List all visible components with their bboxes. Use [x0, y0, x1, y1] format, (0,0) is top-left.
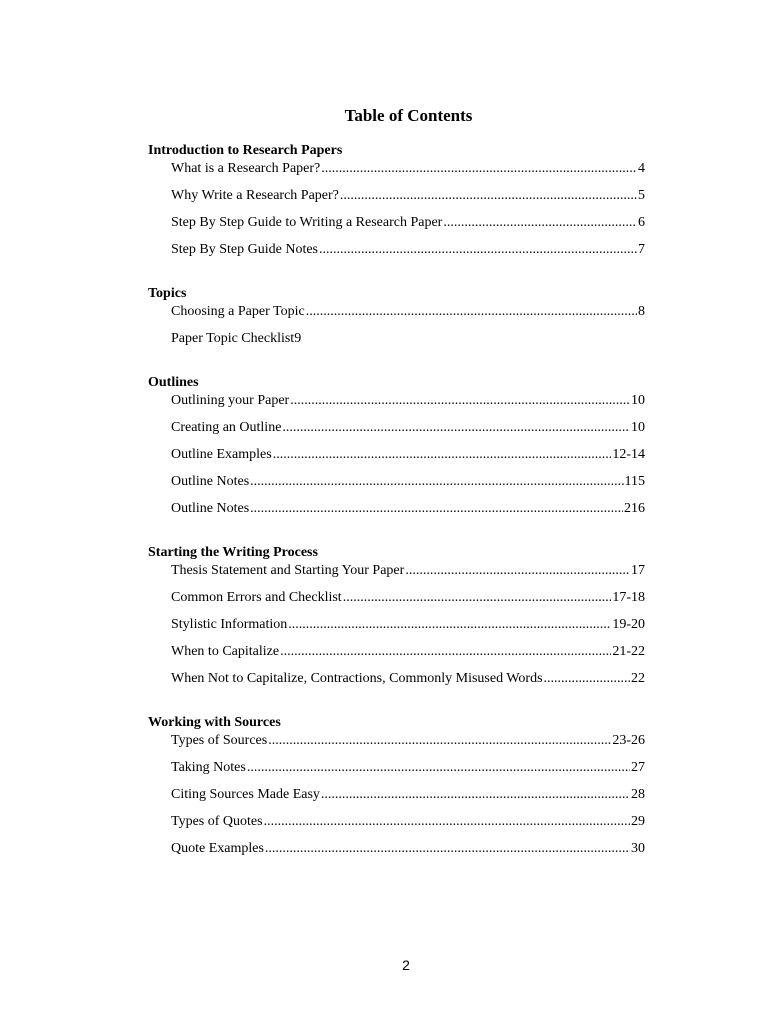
entry-label: What is a Research Paper? [171, 161, 321, 176]
toc-entry [148, 786, 645, 813]
toc-section-sources [148, 714, 645, 867]
section-heading: Outlines [148, 375, 199, 390]
entry-label: Why Write a Research Paper? [171, 188, 339, 203]
entry-page-number: 8 [638, 304, 645, 319]
entry-label: Taking Notes [171, 760, 246, 775]
dot-leader [306, 303, 637, 321]
page-number: 2 [402, 957, 410, 973]
toc-entry [148, 473, 645, 500]
entry-label: Step By Step Guide Notes [171, 242, 318, 257]
dot-leader [250, 500, 623, 518]
toc-entry [148, 732, 645, 759]
dot-leader [321, 160, 637, 178]
dot-leader [443, 214, 637, 232]
toc-section-topics [148, 285, 645, 357]
toc-entry [148, 187, 645, 214]
section-heading: Working with Sources [148, 715, 281, 730]
dot-leader [247, 759, 630, 777]
entry-page-number: 5 [638, 188, 645, 203]
toc-entry [148, 643, 645, 670]
dot-leader [544, 670, 630, 688]
dot-leader [321, 786, 630, 804]
toc-section-writing-process [148, 544, 645, 697]
entry-page-number: 4 [638, 161, 645, 176]
dot-leader [288, 616, 611, 634]
entry-page-number: 6 [638, 215, 645, 230]
toc-entry [148, 840, 645, 867]
section-heading: Starting the Writing Process [148, 545, 318, 560]
entry-page-number: 30 [631, 841, 645, 856]
entry-label: Types of Sources [171, 733, 268, 748]
entry-label: Outline Notes [171, 501, 250, 516]
dot-leader [264, 813, 630, 831]
entry-label: When Not to Capitalize, Contractions, Commonly Misused Words [171, 671, 543, 686]
entry-page-number: 17 [631, 563, 645, 578]
dot-leader [319, 241, 637, 259]
entry-page-number: 22 [631, 671, 645, 686]
entry-label: Thesis Statement and Starting Your Paper [171, 563, 405, 578]
entry-label: Stylistic Information [171, 617, 288, 632]
entry-page-number: 216 [624, 501, 645, 516]
toc-entry [148, 160, 645, 187]
dot-leader [282, 419, 630, 437]
dot-leader [273, 446, 612, 464]
toc-entry [148, 616, 645, 643]
entry-label: Paper Topic Checklist [171, 331, 295, 346]
dot-leader [340, 187, 637, 205]
entry-label: Outlining your Paper [171, 393, 290, 408]
section-heading: Introduction to Research Papers [148, 143, 343, 158]
entry-page-number: 29 [631, 814, 645, 829]
toc-entry [148, 446, 645, 473]
dot-leader [265, 840, 630, 858]
entry-page-number: 7 [638, 242, 645, 257]
entry-page-number: 9 [294, 331, 302, 346]
toc-entry [148, 419, 645, 446]
toc-entry [148, 500, 645, 527]
dot-leader [250, 473, 623, 491]
toc-entry [148, 813, 645, 840]
toc-entry [148, 670, 645, 697]
toc-section-outlines [148, 374, 645, 527]
entry-label: Citing Sources Made Easy [171, 787, 320, 802]
entry-label: Outline Examples [171, 447, 272, 462]
entry-label: When to Capitalize [171, 644, 280, 659]
toc-entry [148, 589, 645, 616]
entry-page-number: 10 [631, 420, 645, 435]
entry-page-number: 115 [624, 474, 645, 489]
dot-leader [268, 732, 611, 750]
toc-entry [148, 562, 645, 589]
entry-label: Quote Examples [171, 841, 264, 856]
entry-page-number: 17-18 [612, 590, 645, 605]
entry-page-number: 28 [631, 787, 645, 802]
entry-label: Outline Notes [171, 474, 250, 489]
toc-entry [148, 330, 645, 357]
entry-page-number: 12-14 [612, 447, 645, 462]
entry-page-number: 21-22 [612, 644, 645, 659]
entry-page-number: 10 [631, 393, 645, 408]
entry-page-number: 27 [631, 760, 645, 775]
entry-page-number: 23-26 [612, 733, 645, 748]
entry-label: Types of Quotes [171, 814, 263, 829]
toc-entry [148, 759, 645, 786]
toc-entry [148, 214, 645, 241]
table-of-contents [148, 142, 645, 867]
section-heading: Topics [148, 286, 187, 301]
dot-leader [343, 589, 612, 607]
dot-leader [290, 392, 630, 410]
toc-entry [148, 392, 645, 419]
toc-section-introduction [148, 142, 645, 268]
toc-entry [148, 303, 645, 330]
entry-label: Choosing a Paper Topic [171, 304, 305, 319]
entry-label: Creating an Outline [171, 420, 282, 435]
toc-title: Table of Contents [344, 106, 473, 125]
entry-page-number: 19-20 [612, 617, 645, 632]
entry-label: Step By Step Guide to Writing a Research Paper [171, 215, 443, 230]
entry-label: Common Errors and Checklist [171, 590, 342, 605]
dot-leader [280, 643, 611, 661]
toc-entry [148, 241, 645, 268]
dot-leader [405, 562, 630, 580]
